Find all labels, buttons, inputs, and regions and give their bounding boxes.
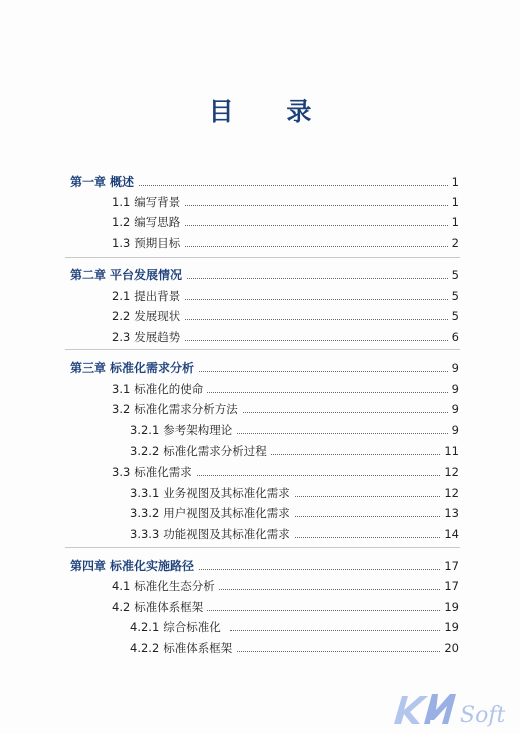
toc-entry[interactable] bbox=[0, 212, 520, 232]
toc-entry[interactable] bbox=[0, 638, 520, 658]
toc-entry-page: 6 bbox=[448, 327, 459, 347]
toc-entry-page: 2 bbox=[448, 233, 459, 253]
toc-entry-page: 17 bbox=[440, 576, 459, 596]
toc-entry-page: 5 bbox=[448, 286, 459, 306]
toc-entry-label bbox=[112, 306, 184, 326]
dot-leader bbox=[180, 246, 450, 247]
toc-entry-number: 4.2.1 bbox=[130, 620, 160, 634]
toc-entry-label bbox=[130, 524, 294, 544]
toc-entry-page: 12 bbox=[440, 462, 459, 482]
toc-entry-page: 11 bbox=[440, 441, 459, 461]
dot-leader bbox=[180, 340, 450, 341]
toc-entry-label bbox=[112, 212, 184, 232]
toc-entry-number: 3.1 bbox=[112, 382, 131, 396]
toc-entry-text: 标准化需求分析 bbox=[110, 361, 195, 375]
toc-entry-text: 发展现状 bbox=[134, 309, 181, 323]
toc-entry-label bbox=[112, 399, 242, 419]
toc-entry-number: 1.3 bbox=[112, 236, 131, 250]
dot-leader bbox=[230, 651, 450, 652]
toc-entry-label bbox=[130, 420, 236, 440]
page-title: 目 录 bbox=[208, 97, 334, 126]
dot-leader bbox=[180, 589, 450, 590]
toc-entry[interactable] bbox=[0, 503, 520, 523]
toc-entry[interactable] bbox=[0, 441, 520, 461]
toc-entry-page: 14 bbox=[440, 524, 459, 544]
toc-entry-page: 1 bbox=[448, 192, 459, 212]
toc-entry-page: 9 bbox=[448, 358, 459, 378]
toc-entry-label bbox=[130, 503, 294, 523]
toc-entry-label bbox=[112, 462, 196, 482]
toc-entry-label bbox=[112, 192, 184, 212]
toc-entry[interactable] bbox=[0, 379, 520, 399]
toc-entry-label bbox=[70, 556, 198, 576]
toc-entry-label bbox=[112, 379, 207, 399]
toc-entry-page: 19 bbox=[440, 617, 459, 637]
toc-entry-text: 标准体系框架 bbox=[134, 600, 204, 614]
toc-entry-text: 预期目标 bbox=[134, 236, 181, 250]
toc-entry-number: 2.3 bbox=[112, 330, 131, 344]
toc-entry-text: 标准化生态分析 bbox=[134, 579, 215, 593]
toc-entry-label bbox=[70, 358, 198, 378]
toc-entry[interactable] bbox=[0, 576, 520, 596]
toc-entry[interactable] bbox=[0, 233, 520, 253]
toc-entry-text: 发展趋势 bbox=[134, 330, 181, 344]
toc-entry-label bbox=[112, 233, 184, 253]
toc-entry[interactable] bbox=[0, 483, 520, 503]
toc-entry[interactable] bbox=[0, 306, 520, 326]
toc-entry[interactable] bbox=[0, 597, 520, 617]
toc-entry-text: 业务视图及其标准化需求 bbox=[163, 486, 290, 500]
toc-entry-number: 3.3.3 bbox=[130, 527, 160, 541]
toc-entry-label bbox=[130, 638, 236, 658]
toc-entry-number: 4.2.2 bbox=[130, 641, 160, 655]
toc-entry-label bbox=[112, 576, 219, 596]
toc-entry-text: 平台发展情况 bbox=[110, 268, 183, 282]
toc-entry-page: 19 bbox=[440, 597, 459, 617]
toc-entry-label bbox=[130, 483, 294, 503]
toc-entry-text: 标准化需求 bbox=[134, 465, 192, 479]
toc-entry[interactable] bbox=[0, 399, 520, 419]
toc-entry[interactable] bbox=[0, 286, 520, 306]
dot-leader bbox=[230, 630, 450, 631]
toc-entry-page: 9 bbox=[448, 420, 459, 440]
toc-entry-text: 概述 bbox=[110, 175, 135, 189]
toc-entry-text: 编写思路 bbox=[134, 215, 181, 229]
toc-chapter-entry[interactable] bbox=[0, 172, 520, 192]
toc-entry-page: 9 bbox=[448, 399, 459, 419]
toc-entry-number: 1.2 bbox=[112, 215, 131, 229]
toc-entry-text: 综合标准化 bbox=[163, 620, 221, 634]
toc-entry-text: 标准化需求分析方法 bbox=[134, 402, 238, 416]
toc-entry-number: 第三章 bbox=[70, 361, 107, 375]
toc-entry-label bbox=[112, 597, 207, 617]
toc-entry-number: 1.1 bbox=[112, 195, 131, 209]
dot-leader bbox=[180, 475, 450, 476]
toc-entry[interactable] bbox=[0, 462, 520, 482]
toc-entry-label bbox=[112, 327, 184, 347]
toc-entry-text: 提出背景 bbox=[134, 289, 181, 303]
toc-entry-page: 9 bbox=[448, 379, 459, 399]
toc-entry-number: 3.3 bbox=[112, 465, 131, 479]
toc-entry-text: 标准化的使命 bbox=[134, 382, 204, 396]
toc-entry-text: 标准体系框架 bbox=[163, 641, 233, 655]
toc-entry[interactable] bbox=[0, 327, 520, 347]
toc-entry-number: 3.2.2 bbox=[130, 444, 160, 458]
toc-entry-page: 5 bbox=[448, 306, 459, 326]
toc-entry-label bbox=[112, 286, 184, 306]
toc-entry-number: 4.2 bbox=[112, 600, 131, 614]
dot-leader bbox=[180, 205, 450, 206]
section-divider bbox=[65, 349, 460, 350]
toc-entry-text: 用户视图及其标准化需求 bbox=[163, 506, 290, 520]
toc-chapter-entry[interactable] bbox=[0, 358, 520, 378]
toc-entry-number: 第二章 bbox=[70, 268, 107, 282]
toc-entry-text: 参考架构理论 bbox=[163, 423, 233, 437]
toc-entry-page: 1 bbox=[448, 172, 459, 192]
dot-leader bbox=[180, 225, 450, 226]
section-divider bbox=[65, 257, 460, 258]
toc-entry-number: 3.3.2 bbox=[130, 506, 160, 520]
toc-entry-label bbox=[130, 617, 225, 637]
toc-entry-label bbox=[70, 265, 186, 285]
dot-leader bbox=[180, 392, 450, 393]
toc-chapter-entry[interactable] bbox=[0, 556, 520, 576]
ksoft-watermark-logo bbox=[380, 680, 520, 730]
dot-leader bbox=[180, 299, 450, 300]
dot-leader bbox=[180, 319, 450, 320]
toc-entry[interactable] bbox=[0, 192, 520, 212]
toc-entry[interactable] bbox=[0, 524, 520, 544]
toc-entry-page: 1 bbox=[448, 212, 459, 232]
toc-chapter-entry[interactable] bbox=[0, 265, 520, 285]
toc-entry-page: 12 bbox=[440, 483, 459, 503]
toc-entry-number: 2.1 bbox=[112, 289, 131, 303]
watermark-text: Soft bbox=[460, 703, 506, 728]
toc-entry-page: 17 bbox=[440, 556, 459, 576]
toc-entry-number: 第四章 bbox=[70, 559, 107, 573]
toc-entry-number: 3.3.1 bbox=[130, 486, 160, 500]
toc-entry-label bbox=[70, 172, 138, 192]
toc-entry-page: 13 bbox=[440, 503, 459, 523]
toc-entry-text: 编写背景 bbox=[134, 195, 181, 209]
toc-entry-text: 标准化实施路径 bbox=[110, 559, 195, 573]
toc-entry[interactable] bbox=[0, 420, 520, 440]
toc-entry-number: 第一章 bbox=[70, 175, 107, 189]
toc-entry-number: 4.1 bbox=[112, 579, 131, 593]
toc-entry-page: 20 bbox=[440, 638, 459, 658]
toc-entry-text: 功能视图及其标准化需求 bbox=[163, 527, 290, 541]
toc-entry[interactable] bbox=[0, 617, 520, 637]
dot-leader bbox=[120, 185, 450, 186]
toc-entry-page: 5 bbox=[448, 265, 459, 285]
section-divider bbox=[65, 547, 460, 548]
toc-entry-number: 2.2 bbox=[112, 309, 131, 323]
toc-entry-number: 3.2.1 bbox=[130, 423, 160, 437]
toc-entry-text: 标准化需求分析过程 bbox=[163, 444, 267, 458]
dot-leader bbox=[230, 433, 450, 434]
toc-entry-number: 3.2 bbox=[112, 402, 131, 416]
toc-entry-label bbox=[130, 441, 271, 461]
dot-leader bbox=[180, 610, 450, 611]
